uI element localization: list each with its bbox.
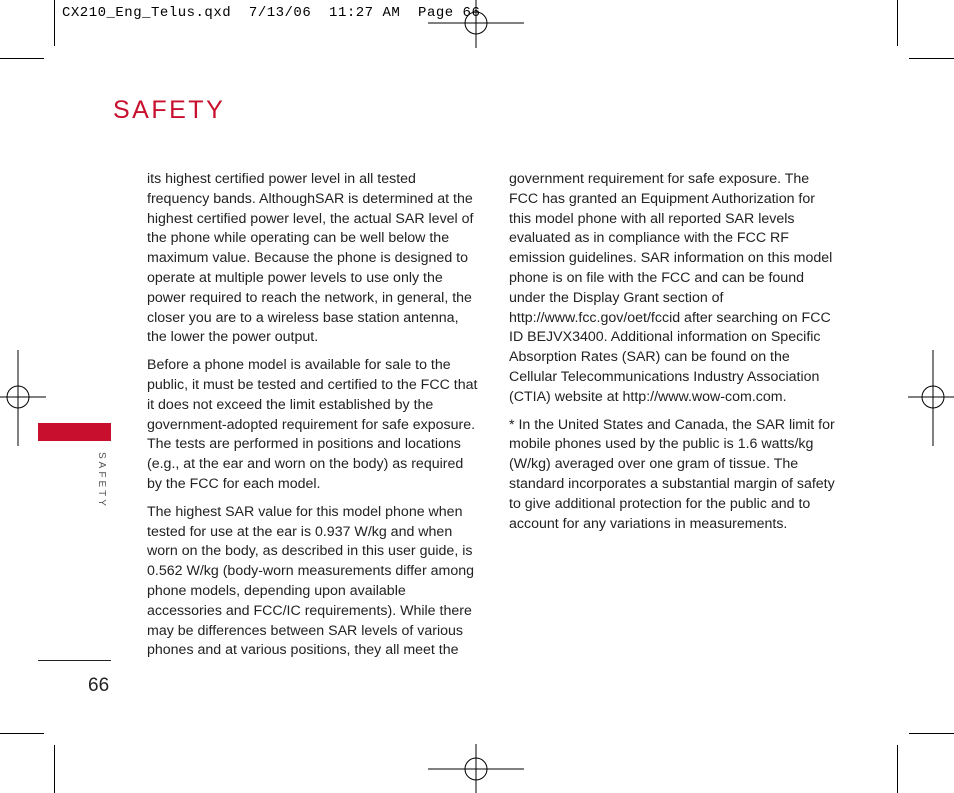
slug-line: CX210_Eng_Telus.qxd 7/13/06 11:27 AM Page 66 [62,5,481,21]
crop-mark-top-left-h [0,58,44,59]
section-side-label: SAFETY [96,452,107,509]
crop-mark-top-right-h [909,58,954,59]
footnote-paragraph: * In the United States and Canada, the SAR limit for mobile phones used by the public is 1.6 watts/kg (W/kg) averaged over one gram of tissue. The standard incorporates a substantial margin of safety to give additional protection for the public and to account for any variations in measurements. [509,416,835,532]
body-paragraph: The highest SAR value for this model phone when tested for use at the ear is 0.937 W/kg and when worn on the body, as described in this user guide, is 0.562 W/kg (body-worn measurements differ among phone models, depending upon available accessories and FCC/IC requirements). While there may be differences between SAR levels of various phones and at various positions, they all meet the [147,503,474,659]
page-title: SAFETY [113,96,226,124]
registration-mark-bottom [428,744,524,793]
footer-rule [38,660,111,661]
crop-mark-bottom-right-v [897,745,898,793]
page-number: 66 [88,675,110,696]
registration-mark-right [908,350,954,446]
crop-mark-bottom-right-h [909,733,954,734]
body-paragraph: its highest certified power level in all tested frequency bands. AlthoughSAR is determined at the highest certified power level, the actual SAR level of the phone while operating can be well below the maximum value. Because the phone is designed to operate at multiple power levels to use only the power required to reach the network, in general, the closer you are to a wireless base station antenna, the lower the power output. [147,171,474,346]
crop-mark-bottom-left-v [54,745,55,793]
left-column [147,170,479,669]
body-paragraph: government requirement for safe exposure. The FCC has granted an Equipment Authorization for this model phone with all reported SAR levels evaluated as in compliance with the FCC RF emission guidelines. SAR information on this model phone is on file with the FCC and can be found under the Display Grant section of http://www.fcc.gov/oet/fccid after searching on FCC ID BEJVX3400. Additional information on Specific Absorption Rates (SAR) can be found on the Cellular Telecommunications Industry Association (CTIA) website at http://www.wow-com.com. [509,171,833,405]
registration-mark-top [428,0,524,48]
crop-mark-top-right-v [897,0,898,46]
crop-mark-top-left-v [54,0,55,46]
crop-mark-bottom-left-h [0,733,44,734]
right-column [509,170,837,542]
body-paragraph: Before a phone model is available for sale to the public, it must be tested and certified to the FCC that it does not exceed the limit established by the government-adopted requirement for safe exposure. The tests are performed in positions and locations (e.g., at the ear and worn on the body) as required by the FCC for each model. [147,357,478,492]
section-tab [38,423,111,441]
